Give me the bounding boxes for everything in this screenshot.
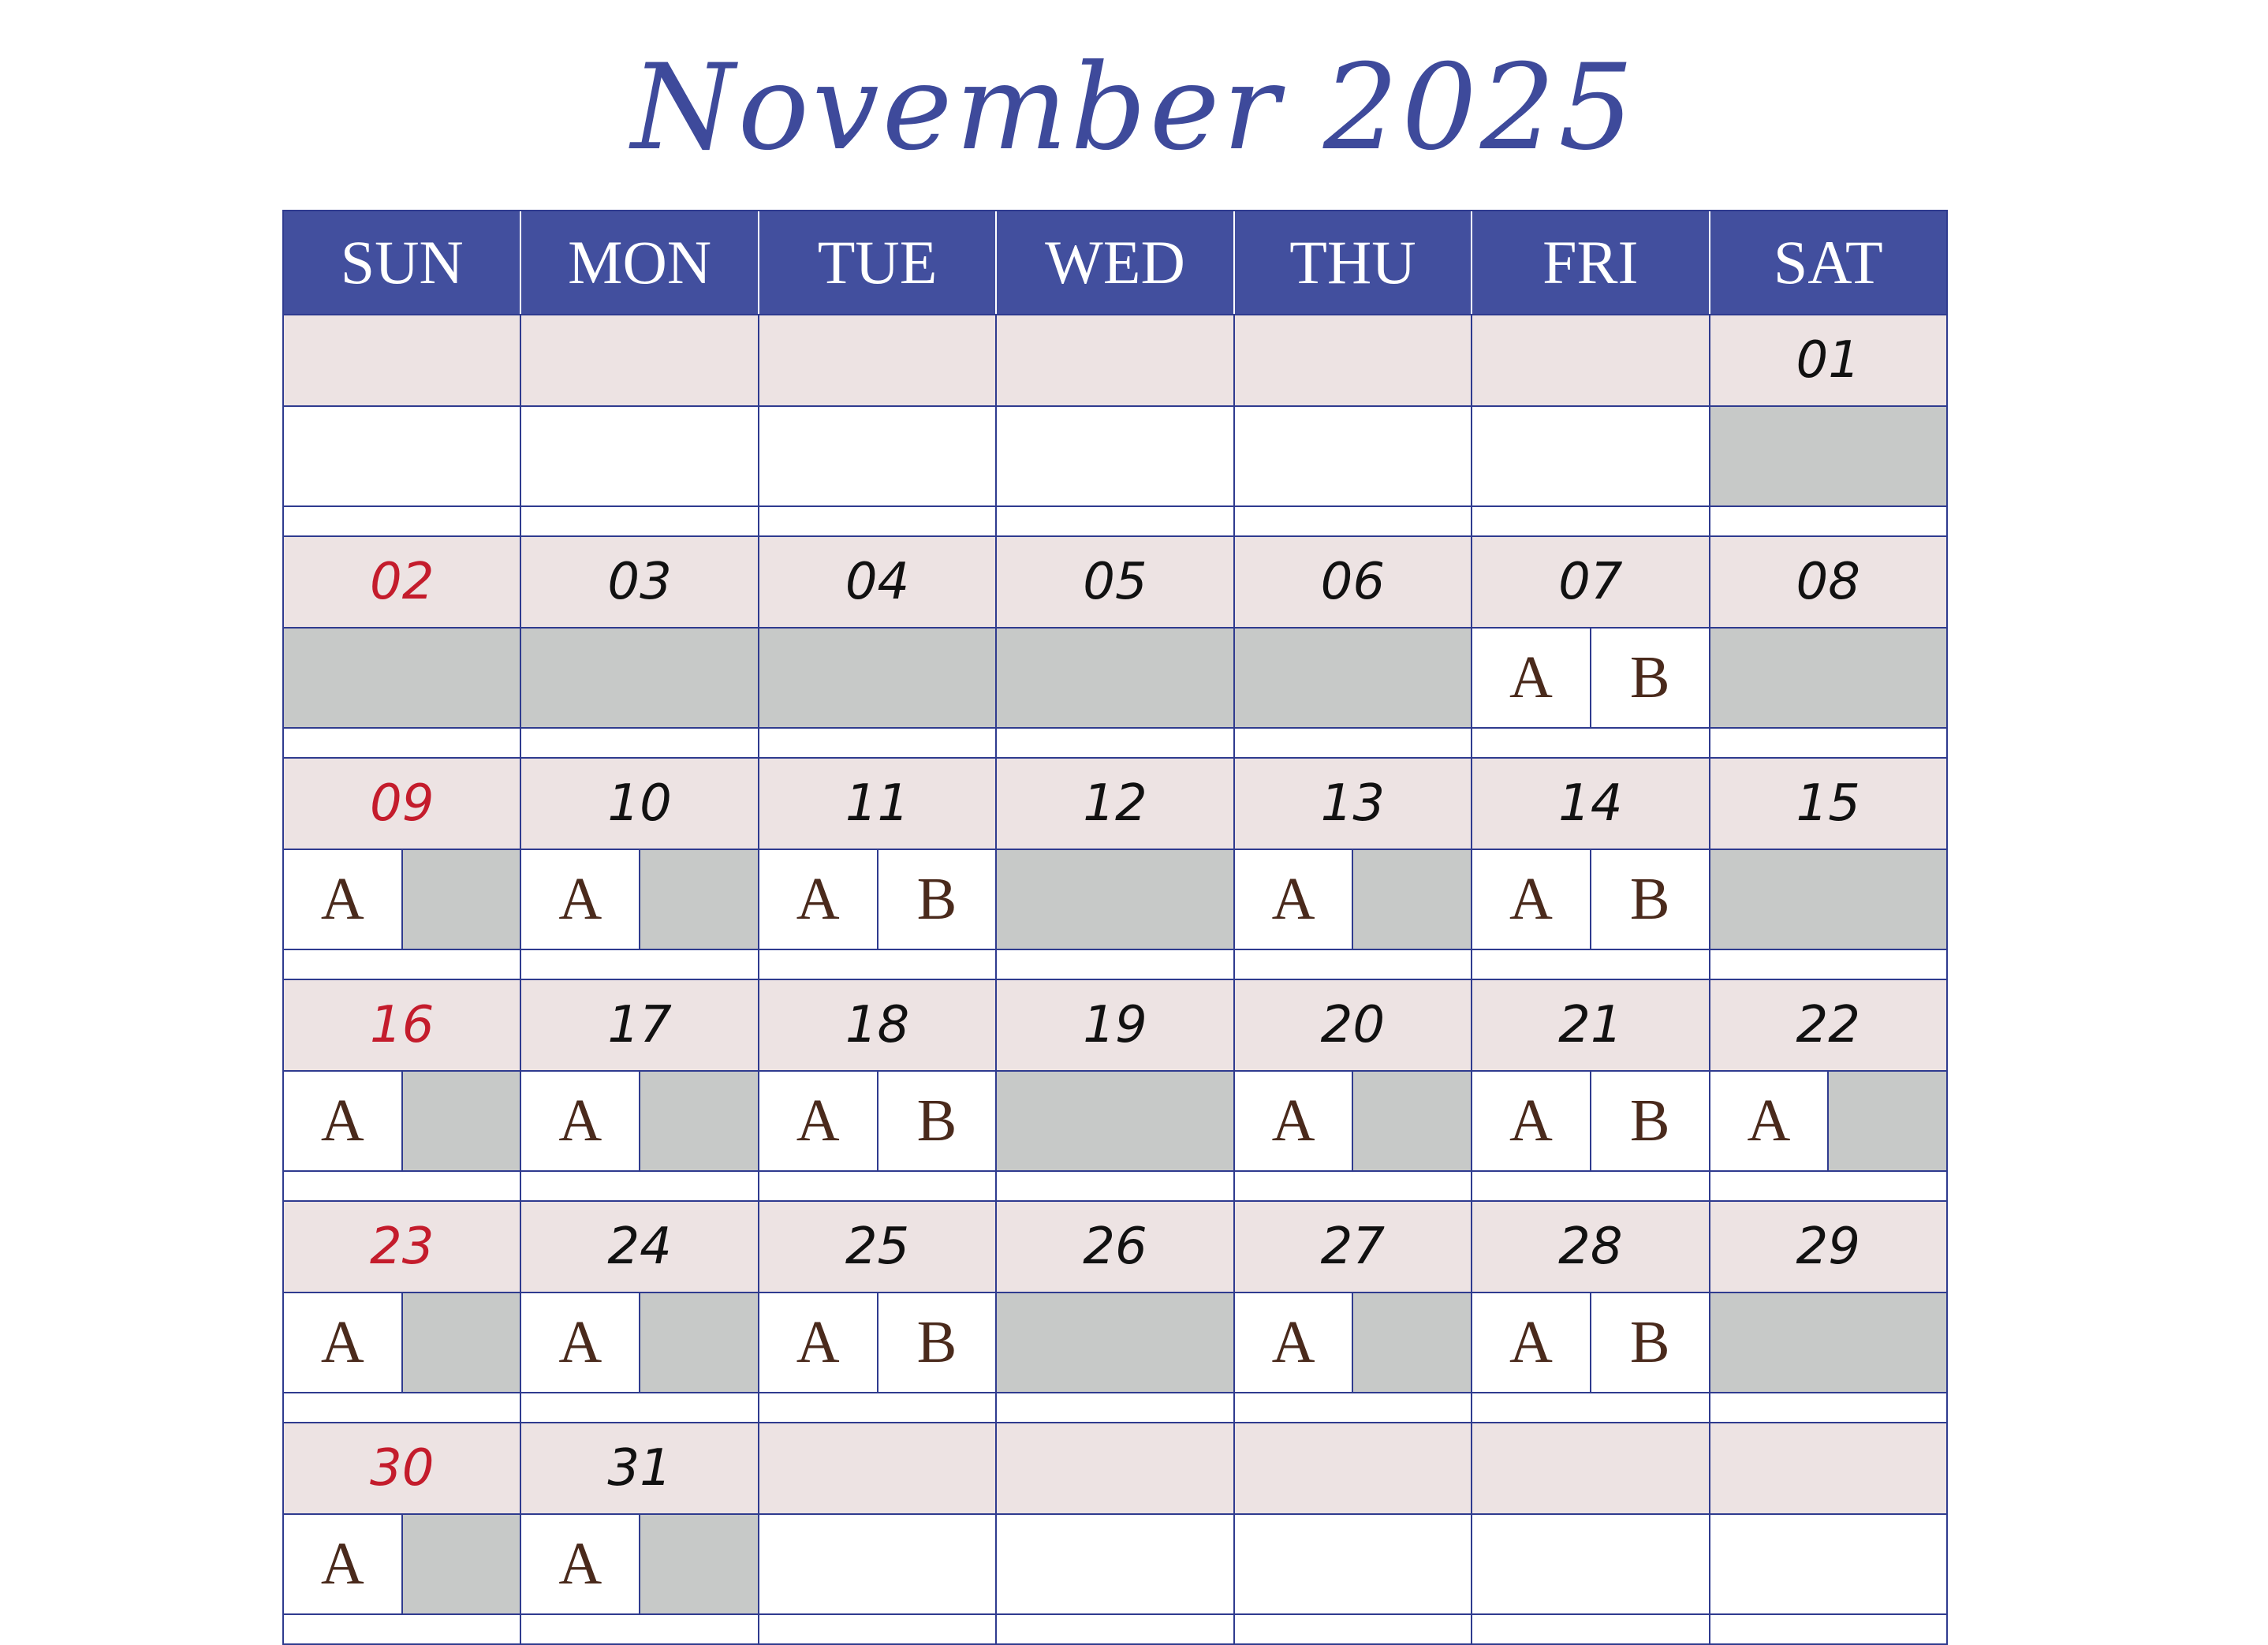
weekday-fri: FRI xyxy=(1471,211,1708,314)
slot-a[interactable]: A xyxy=(1235,1293,1352,1392)
day-number xyxy=(1235,1423,1471,1515)
slot-b[interactable]: B xyxy=(877,850,996,949)
day-cell[interactable] xyxy=(995,537,1233,759)
slot-area xyxy=(1472,1293,1708,1393)
day-number: 30 xyxy=(284,1423,520,1515)
slot-b-blocked xyxy=(639,1515,758,1613)
slot-area xyxy=(521,1515,757,1615)
slot-area xyxy=(284,1072,520,1172)
day-cell[interactable] xyxy=(282,1423,520,1645)
slot-area xyxy=(521,407,757,507)
slot-b-blocked xyxy=(1352,850,1471,949)
slot-b-blocked xyxy=(639,850,758,949)
day-cell[interactable] xyxy=(758,537,995,759)
slot-area xyxy=(521,1072,757,1172)
slot-blocked xyxy=(997,1293,1233,1393)
day-number: 06 xyxy=(1235,537,1471,629)
slot-area xyxy=(1710,1515,1946,1615)
day-cell[interactable] xyxy=(758,1202,995,1423)
day-cell xyxy=(758,315,995,537)
slot-area xyxy=(759,850,995,950)
day-cell[interactable] xyxy=(995,759,1233,980)
day-number: 07 xyxy=(1472,537,1708,629)
slot-area xyxy=(1472,850,1708,950)
slot-area xyxy=(284,1515,520,1615)
day-number: 12 xyxy=(997,759,1233,850)
weekday-header xyxy=(282,210,1948,315)
day-number: 01 xyxy=(1710,315,1946,407)
slot-b[interactable]: B xyxy=(877,1072,996,1170)
slot-a[interactable]: A xyxy=(759,1293,877,1392)
day-cell xyxy=(995,315,1233,537)
day-number: 24 xyxy=(521,1202,757,1293)
day-number: 29 xyxy=(1710,1202,1946,1293)
day-cell xyxy=(995,1423,1233,1645)
slot-a[interactable]: A xyxy=(521,850,639,949)
slot-a[interactable]: A xyxy=(521,1293,639,1392)
slot-a[interactable]: A xyxy=(521,1072,639,1170)
slot-b-blocked xyxy=(401,850,520,949)
day-cell[interactable] xyxy=(995,980,1233,1202)
day-number: 02 xyxy=(284,537,520,629)
day-number xyxy=(759,315,995,407)
day-number: 18 xyxy=(759,980,995,1072)
week-row xyxy=(282,315,1948,537)
week-row xyxy=(282,1202,1948,1423)
day-number: 27 xyxy=(1235,1202,1471,1293)
slot-area xyxy=(1235,1293,1471,1393)
day-cell xyxy=(1709,1423,1948,1645)
day-cell[interactable] xyxy=(520,537,757,759)
day-number xyxy=(284,315,520,407)
slot-blocked xyxy=(1710,629,1946,729)
day-cell[interactable] xyxy=(758,759,995,980)
slot-blocked xyxy=(997,1072,1233,1172)
day-number: 05 xyxy=(997,537,1233,629)
slot-b-blocked xyxy=(639,1293,758,1392)
day-cell[interactable] xyxy=(282,980,520,1202)
day-number xyxy=(1710,1423,1946,1515)
week-row xyxy=(282,1423,1948,1645)
slot-area xyxy=(997,1515,1233,1615)
day-number: 16 xyxy=(284,980,520,1072)
day-number: 08 xyxy=(1710,537,1946,629)
slot-blocked xyxy=(1710,850,1946,950)
slot-area xyxy=(1235,407,1471,507)
day-cell xyxy=(758,1423,995,1645)
day-number: 10 xyxy=(521,759,757,850)
weekday-sun: SUN xyxy=(340,228,464,297)
slot-area xyxy=(284,407,520,507)
day-number: 11 xyxy=(759,759,995,850)
slot-blocked xyxy=(1710,1293,1946,1393)
day-cell[interactable] xyxy=(1709,1202,1948,1423)
day-number xyxy=(1235,315,1471,407)
slot-b-blocked xyxy=(639,1072,758,1170)
day-number: 23 xyxy=(284,1202,520,1293)
day-cell xyxy=(282,315,520,537)
slot-area xyxy=(1472,629,1708,729)
slot-area xyxy=(997,407,1233,507)
slot-area xyxy=(521,850,757,950)
day-number: 31 xyxy=(521,1423,757,1515)
slot-b-blocked xyxy=(1352,1072,1471,1170)
day-number xyxy=(521,315,757,407)
day-cell xyxy=(1471,1423,1708,1645)
day-cell[interactable] xyxy=(1709,315,1948,537)
day-cell xyxy=(1233,1423,1471,1645)
day-cell xyxy=(1233,315,1471,537)
slot-blocked xyxy=(1710,407,1946,507)
slot-b-blocked xyxy=(401,1293,520,1392)
slot-area xyxy=(759,1293,995,1393)
slot-a[interactable]: A xyxy=(759,850,877,949)
slot-a[interactable]: A xyxy=(284,850,401,949)
calendar-grid xyxy=(282,210,1948,1645)
slot-blocked xyxy=(521,629,757,729)
slot-b[interactable]: B xyxy=(1590,1293,1709,1392)
day-number: 26 xyxy=(997,1202,1233,1293)
slot-area xyxy=(1235,1072,1471,1172)
slot-area xyxy=(1235,850,1471,950)
day-cell[interactable] xyxy=(282,537,520,759)
day-cell xyxy=(1471,315,1708,537)
day-cell[interactable] xyxy=(1709,980,1948,1202)
weekday-mon: MON xyxy=(520,211,757,314)
slot-blocked xyxy=(997,629,1233,729)
slot-a[interactable]: A xyxy=(759,1072,877,1170)
slot-area xyxy=(1472,1072,1708,1172)
calendar-weeks xyxy=(282,315,1948,1645)
slot-b-blocked xyxy=(401,1072,520,1170)
day-cell[interactable] xyxy=(1233,1202,1471,1423)
day-cell[interactable] xyxy=(520,1423,757,1645)
slot-area xyxy=(759,407,995,507)
slot-blocked xyxy=(1235,629,1471,729)
slot-area xyxy=(284,850,520,950)
slot-blocked xyxy=(759,629,995,729)
week-row xyxy=(282,980,1948,1202)
slot-a[interactable]: A xyxy=(1710,1072,1828,1170)
day-number xyxy=(997,315,1233,407)
slot-a[interactable]: A xyxy=(284,1072,401,1170)
slot-area xyxy=(284,1293,520,1393)
calendar-title: November 2025 xyxy=(631,39,1637,177)
slot-a[interactable]: A xyxy=(521,1515,639,1613)
slot-b[interactable]: B xyxy=(877,1293,996,1392)
day-cell[interactable] xyxy=(1471,1202,1708,1423)
day-number xyxy=(759,1423,995,1515)
day-number: 22 xyxy=(1710,980,1946,1072)
day-cell[interactable] xyxy=(1233,537,1471,759)
day-cell[interactable] xyxy=(1233,980,1471,1202)
day-cell[interactable] xyxy=(520,980,757,1202)
weekday-tue: TUE xyxy=(758,211,995,314)
day-number: 19 xyxy=(997,980,1233,1072)
day-number: 25 xyxy=(759,1202,995,1293)
day-number: 09 xyxy=(284,759,520,850)
day-cell xyxy=(520,315,757,537)
slot-area xyxy=(1710,1072,1946,1172)
day-cell[interactable] xyxy=(1233,759,1471,980)
day-cell[interactable] xyxy=(520,759,757,980)
day-number: 28 xyxy=(1472,1202,1708,1293)
day-number xyxy=(1472,1423,1708,1515)
slot-b[interactable]: B xyxy=(1590,1072,1709,1170)
day-cell[interactable] xyxy=(1471,537,1708,759)
slot-blocked xyxy=(284,629,520,729)
slot-b-blocked xyxy=(1827,1072,1946,1170)
day-number: 15 xyxy=(1710,759,1946,850)
week-row xyxy=(282,759,1948,980)
day-cell[interactable] xyxy=(520,1202,757,1423)
day-cell[interactable] xyxy=(1709,759,1948,980)
week-row xyxy=(282,537,1948,759)
day-cell[interactable] xyxy=(282,1202,520,1423)
day-number xyxy=(1472,315,1708,407)
day-number: 21 xyxy=(1472,980,1708,1072)
day-cell[interactable] xyxy=(282,759,520,980)
slot-b[interactable]: B xyxy=(1590,629,1709,727)
slot-a[interactable]: A xyxy=(1472,629,1590,727)
day-number xyxy=(997,1423,1233,1515)
day-number: 14 xyxy=(1472,759,1708,850)
day-cell[interactable] xyxy=(995,1202,1233,1423)
slot-a[interactable]: A xyxy=(1235,1072,1352,1170)
slot-a[interactable]: A xyxy=(1472,850,1590,949)
day-number: 20 xyxy=(1235,980,1471,1072)
slot-area xyxy=(759,1515,995,1615)
slot-b[interactable]: B xyxy=(1590,850,1709,949)
day-cell[interactable] xyxy=(758,980,995,1202)
weekday-sat: SAT xyxy=(1709,211,1946,314)
slot-area xyxy=(759,1072,995,1172)
day-number: 17 xyxy=(521,980,757,1072)
slot-a[interactable]: A xyxy=(1235,850,1352,949)
slot-a[interactable]: A xyxy=(284,1293,401,1392)
slot-area xyxy=(1235,1515,1471,1615)
day-cell[interactable] xyxy=(1471,980,1708,1202)
slot-b-blocked xyxy=(1352,1293,1471,1392)
slot-a[interactable]: A xyxy=(284,1515,401,1613)
day-number: 03 xyxy=(521,537,757,629)
day-cell[interactable] xyxy=(1471,759,1708,980)
slot-a[interactable]: A xyxy=(1472,1293,1590,1392)
weekday-wed: WED xyxy=(995,211,1233,314)
slot-area xyxy=(1472,407,1708,507)
day-number: 04 xyxy=(759,537,995,629)
day-number: 13 xyxy=(1235,759,1471,850)
slot-area xyxy=(1472,1515,1708,1615)
weekday-thu: THU xyxy=(1233,211,1471,314)
slot-a[interactable]: A xyxy=(1472,1072,1590,1170)
slot-area xyxy=(521,1293,757,1393)
slot-blocked xyxy=(997,850,1233,950)
slot-b-blocked xyxy=(401,1515,520,1613)
day-cell[interactable] xyxy=(1709,537,1948,759)
